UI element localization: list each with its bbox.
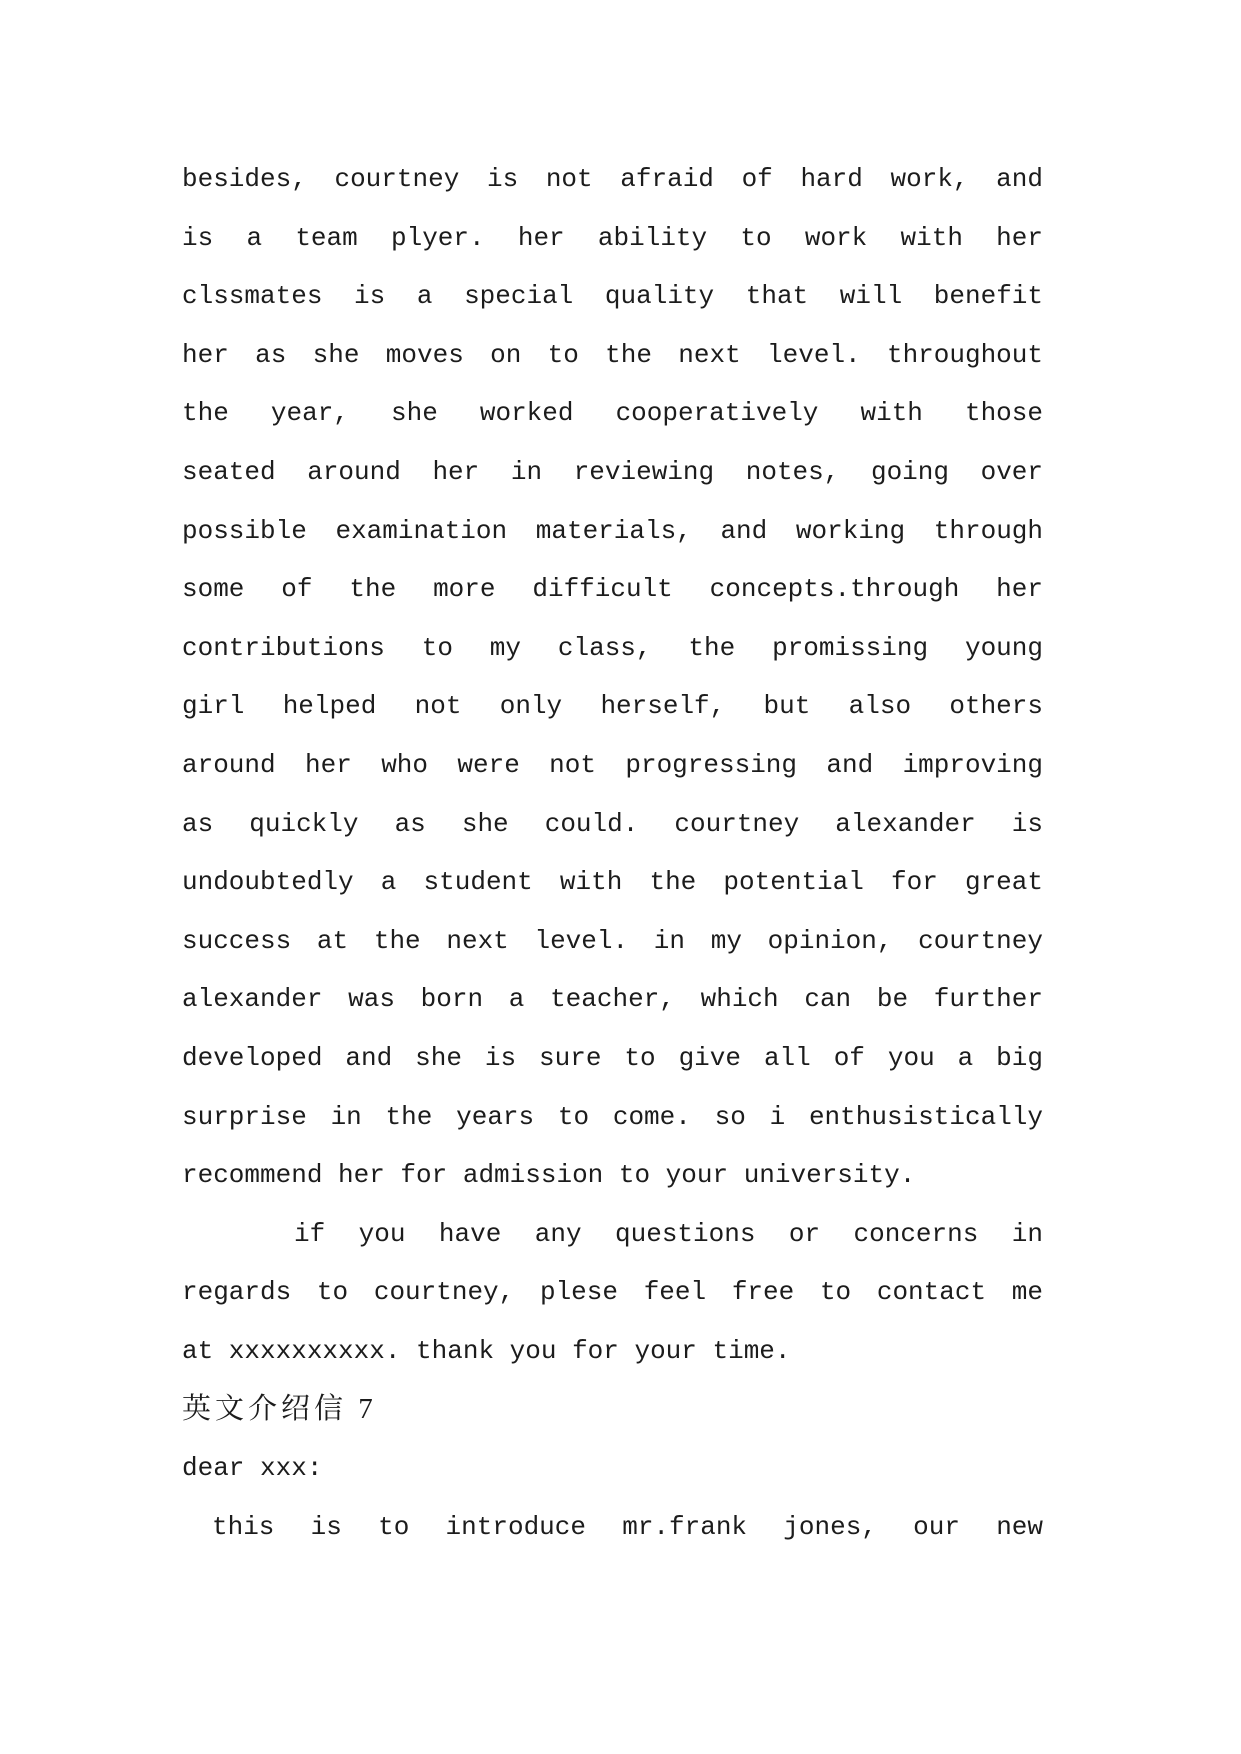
text-line: this is to introduce mr.frank jones, our new xyxy=(212,1511,1043,1542)
text-line: girl helped not only herself, but also others xyxy=(182,691,1043,722)
text-line: recommend her for admission to your university. xyxy=(182,1160,916,1191)
text-line: around her who were not progressing and improving xyxy=(182,749,1043,780)
text-line: clssmates is a special quality that will benefit xyxy=(182,281,1043,312)
text-line: the year, she worked cooperatively with those xyxy=(182,398,1043,429)
text-line: contributions to my class, the promissing young xyxy=(182,632,1043,663)
text-line: if you have any questions or concerns in xyxy=(294,1218,1043,1249)
text-line: surprise in the years to come. so i enthusistically xyxy=(182,1101,1043,1132)
text-line: regards to courtney, plese feel free to contact me xyxy=(182,1277,1043,1308)
text-line: undoubtedly a student with the potential for great xyxy=(182,867,1043,898)
text-line: at xxxxxxxxxx. thank you for your time. xyxy=(182,1335,791,1366)
text-line: seated around her in reviewing notes, going over xyxy=(182,456,1043,487)
text-line: as quickly as she could. courtney alexander is xyxy=(182,808,1043,839)
text-line: is a team plyer. her ability to work with her xyxy=(182,222,1043,253)
section-heading: 英文介绍信 7 xyxy=(182,1393,377,1426)
text-line: success at the next level. in my opinion, courtney xyxy=(182,925,1043,956)
text-line: possible examination materials, and working through xyxy=(182,515,1043,546)
salutation: dear xxx: xyxy=(182,1453,323,1484)
text-line: developed and she is sure to give all of you a big xyxy=(182,1042,1043,1073)
text-line: some of the more difficult concepts.through her xyxy=(182,574,1043,605)
text-line: her as she moves on to the next level. throughout xyxy=(182,339,1043,370)
text-line: besides, courtney is not afraid of hard work, and xyxy=(182,164,1043,194)
document-text-body xyxy=(182,150,1043,1556)
text-line: alexander was born a teacher, which can be further xyxy=(182,984,1043,1015)
